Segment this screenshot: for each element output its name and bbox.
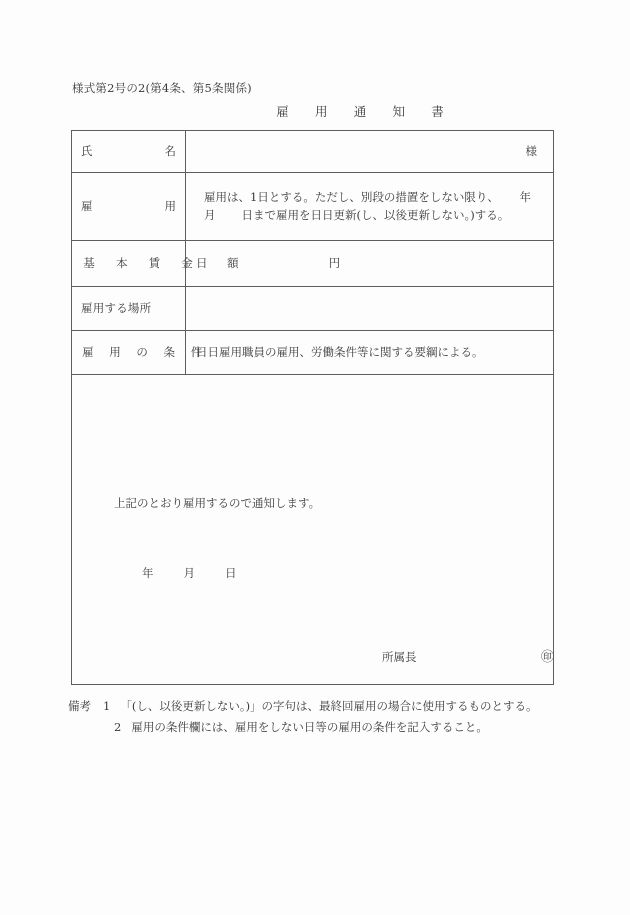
footnote-number-2: 2	[114, 720, 122, 735]
name-suffix-sama: 様	[525, 143, 537, 158]
footnote-item-2	[68, 717, 538, 738]
row-label-work-location-text: 雇用する場所	[81, 300, 152, 315]
seal-stamp-icon: ㊞	[540, 650, 554, 666]
notice-date-day-unit: 日	[225, 565, 237, 580]
employment-period-body	[196, 189, 543, 225]
row-label-work-location	[72, 287, 186, 331]
table-row-employment-period	[72, 173, 554, 241]
row-value-name[interactable]	[186, 131, 554, 173]
notice-date-month-unit: 月	[183, 565, 195, 580]
row-label-base-wage-text: 基 本 賃 金	[83, 255, 198, 270]
table-row-base-wage	[72, 241, 554, 287]
row-value-base-wage[interactable]	[186, 241, 554, 287]
footnotes-heading: 備考	[68, 699, 91, 713]
row-label-employment-text	[81, 198, 176, 216]
table-row-name	[72, 131, 554, 173]
employment-period-year-unit: 年	[519, 189, 531, 204]
employment-period-line1	[204, 189, 539, 207]
notice-statement: 上記のとおり雇用するので通知します。	[114, 495, 321, 510]
footnote-number-1: 1	[103, 699, 111, 713]
row-value-employment-period[interactable]	[186, 173, 554, 241]
row-label-base-wage	[72, 241, 198, 287]
wage-currency-unit: 円	[328, 255, 341, 270]
row-label-employment	[72, 173, 186, 241]
row-value-work-location[interactable]	[186, 287, 554, 331]
employment-period-line2	[204, 207, 539, 225]
row-label-employment-conditions	[72, 331, 205, 375]
label-char-shi: 氏	[81, 143, 93, 158]
notice-date-line[interactable]	[142, 565, 529, 583]
employment-period-month-unit: 月	[204, 207, 216, 222]
form-number: 様式第2号の2(第4条、第5条関係)	[72, 81, 252, 95]
page-title-text: 雇 用 通 知 書	[276, 104, 451, 119]
employment-conditions-value: 日日雇用職員の雇用、労働条件等に関する要綱による。	[196, 344, 484, 359]
page-title	[166, 102, 554, 120]
employment-period-lead-text: 雇用は、1日とする。ただし、別段の措置をしない限り、	[204, 189, 499, 204]
table-row-notice-block	[72, 375, 554, 685]
signer-title: 所属長	[382, 649, 417, 664]
label-char-yo: 用	[164, 198, 176, 213]
table-row-employment-conditions	[72, 331, 554, 375]
row-label-employment-conditions-text: 雇 用 の 条 件	[82, 344, 205, 359]
employment-period-rest-text: 日まで雇用を日日更新(し、以後更新しない。)する。	[241, 207, 510, 222]
label-char-mei: 名	[164, 143, 176, 158]
notice-block	[82, 477, 554, 666]
row-label-name	[72, 131, 186, 173]
signature-line[interactable]	[382, 649, 554, 667]
label-char-ko: 雇	[81, 198, 93, 213]
notice-block-cell	[72, 375, 554, 685]
footnote-text-2: 雇用の条件欄には、雇用をしない日等の雇用の条件を記入すること。	[131, 720, 488, 735]
base-wage-field-area[interactable]	[196, 255, 543, 273]
wage-daily-amount-label: 日 額	[196, 255, 243, 270]
row-label-name-text	[81, 143, 176, 161]
footnote-text-1: 「(し、以後更新しない。)」の字句は、最終回雇用の場合に使用するものとする。	[120, 699, 538, 713]
name-field-area[interactable]	[196, 143, 543, 161]
employment-notice-table	[71, 130, 554, 685]
footnotes	[68, 696, 538, 739]
notice-date-year-unit: 年	[142, 565, 154, 580]
footnote-item-1	[68, 696, 538, 717]
row-value-employment-conditions[interactable]	[186, 331, 554, 375]
table-row-work-location	[72, 287, 554, 331]
